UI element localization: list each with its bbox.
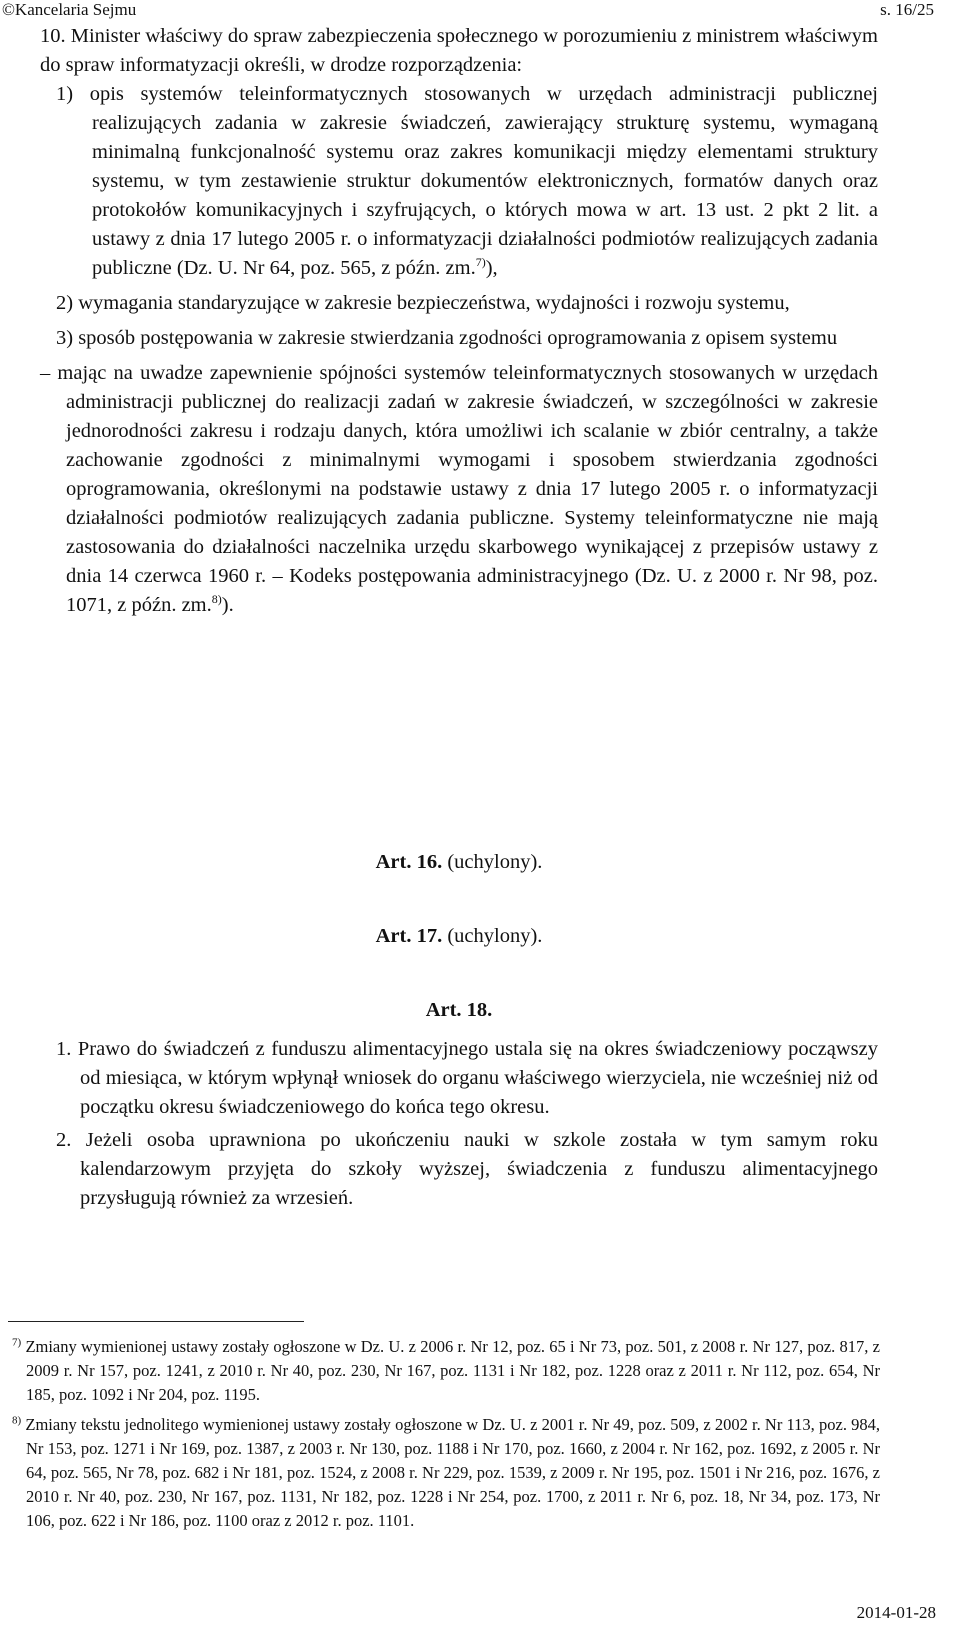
article-18-paragraph-2: 2. Jeżeli osoba uprawniona po ukończeniu nauki w szkole została w tym samym roku kalendarzowym przyjęta do szkoły wyższej, świadczenia z funduszu alimentacyjnego przysługują również za wrzesień. xyxy=(56,1129,878,1209)
article-17-label: Art. 17. xyxy=(375,925,443,947)
section-10-item-3: 3) sposób postępowania w zakresie stwierdzania zgodności oprogramowania z opisem systemu xyxy=(56,327,838,349)
header-publisher: ©Kancelaria Sejmu xyxy=(2,0,137,19)
footnote-ref-8: 8) xyxy=(211,592,222,607)
section-10-item-1 xyxy=(40,80,878,283)
footnote-ref-7: 7) xyxy=(475,255,486,270)
section-10-closing xyxy=(40,359,878,620)
footnote-divider xyxy=(8,1321,304,1322)
article-18-label: Art. 18. xyxy=(425,999,493,1021)
footnote-7-text: Zmiany wymienionej ustawy zostały ogłoszone w Dz. U. z 2006 r. Nr 12, poz. 65 i Nr 73, poz. 501, z 2008 r. Nr 127, poz. 817, z 2009 r. Nr 157, poz. 1241, z 2010 r. Nr 40, poz. 230, Nr 167, poz. 1131 i Nr 182, poz. 1228 oraz z 2011 r. Nr 112, poz. 654, Nr 185, poz. 1092 i Nr 204, poz. 1195. xyxy=(25,1337,880,1404)
section-10-item-2: 2) wymagania standaryzujące w zakresie bezpieczeństwa, wydajności i rozwoju systemu, xyxy=(56,292,790,314)
article-17 xyxy=(40,922,878,951)
article-18-body xyxy=(40,1035,878,1213)
footnote-7-mark: 7) xyxy=(12,1336,22,1349)
item-1-text: 1) opis systemów teleinformatycznych stosowanych w urzędach administracji publicznej realizujących zadania w zakresie świadczeń, zawierający strukturę systemu, wymaganą minimalną funkcjonalność systemu oraz zakres komunikacji między elementami struktury systemu, w tym zestawienie struktur dokumentów elektronicznych, formatów danych oraz protokołów komunikacyjnych i szyfrujących, o których mowa w art. 13 ust. 2 pkt 2 lit. a ustawy z dnia 17 lutego 2005 r. o informatyzacji działalności podmiotów realizujących zadania publiczne (Dz. U. Nr 64, poz. 565, z późn. zm. xyxy=(56,83,878,279)
section-10-intro: 10. Minister właściwy do spraw zabezpieczenia społecznego w porozumieniu z ministrem właściwym do spraw informatyzacji określi, w drodze rozporządzenia: xyxy=(40,25,878,76)
article-18-heading xyxy=(40,996,878,1025)
footnote-7 xyxy=(12,1335,880,1407)
article-17-text: (uchylony). xyxy=(447,925,543,947)
article-16-label: Art. 16. xyxy=(375,851,443,873)
header-page-number: s. 16/25 xyxy=(880,0,934,19)
footnote-8-mark: 8) xyxy=(12,1414,22,1427)
article-16-text: (uchylony). xyxy=(447,851,543,873)
footnote-8-text: Zmiany tekstu jednolitego wymienionej ustawy zostały ogłoszone w Dz. U. z 2001 r. Nr 49, poz. 509, z 2002 r. Nr 113, poz. 984, Nr 153, poz. 1271 i Nr 169, poz. 1387, z 2003 r. Nr 130, poz. 1188 i Nr 170, poz. 1660, z 2004 r. Nr 162, poz. 1692, z 2005 r. Nr 64, poz. 565, Nr 78, poz. 682 i Nr 181, poz. 1524, z 2008 r. Nr 229, poz. 1539, z 2009 r. Nr 195, poz. 1501 i Nr 216, poz. 1676, z 2010 r. Nr 40, poz. 230, Nr 167, poz. 1131, Nr 182, poz. 1228 i Nr 254, poz. 1700, z 2011 r. Nr 6, poz. 18, Nr 34, poz. 173, Nr 106, poz. 622 i Nr 186, poz. 1100 oraz z 2012 r. poz. 1101. xyxy=(25,1415,881,1530)
article-16 xyxy=(40,848,878,877)
closing-text: – mając na uwadze zapewnienie spójności systemów teleinformatycznych stosowanych w urzędach administracji publicznej do realizacji zadań w zakresie świadczeń, w szczególności w zakresie jednorodności zakresu i rodzaju danych, która umożliwi ich scalanie w zbiór centralny, a także zachowanie zgodności z minimalnymi wymogami i sposobem stwierdzania zgodności oprogramowania, określonymi na podstawie ustawy z dnia 17 lutego 2005 r. o informatyzacji działalności podmiotów realizujących zadania publiczne. Systemy teleinformatyczne nie mają zastosowania do działalności naczelnika urzędu skarbowego wynikającej z przepisów ustawy z dnia 14 czerwca 1960 r. – Kodeks postępowania administracyjnego (Dz. U. z 2000 r. Nr 98, poz. 1071, z późn. zm. xyxy=(40,362,878,616)
item-1-end: ), xyxy=(485,257,498,279)
footer-date: 2014-01-28 xyxy=(856,1603,936,1622)
footnotes xyxy=(12,1335,880,1539)
article-18-paragraph-1: 1. Prawo do świadczeń z funduszu alimentacyjnego ustala się na okres świadczeniowy począwszy od miesiąca, w którym wpłynął wniosek do organu właściwego wierzyciela, nie wcześniej niż od początku okresu świadczeniowego do końca tego okresu. xyxy=(56,1038,878,1118)
closing-end: ). xyxy=(221,594,234,616)
footnote-8 xyxy=(12,1413,880,1533)
section-10 xyxy=(40,22,878,620)
